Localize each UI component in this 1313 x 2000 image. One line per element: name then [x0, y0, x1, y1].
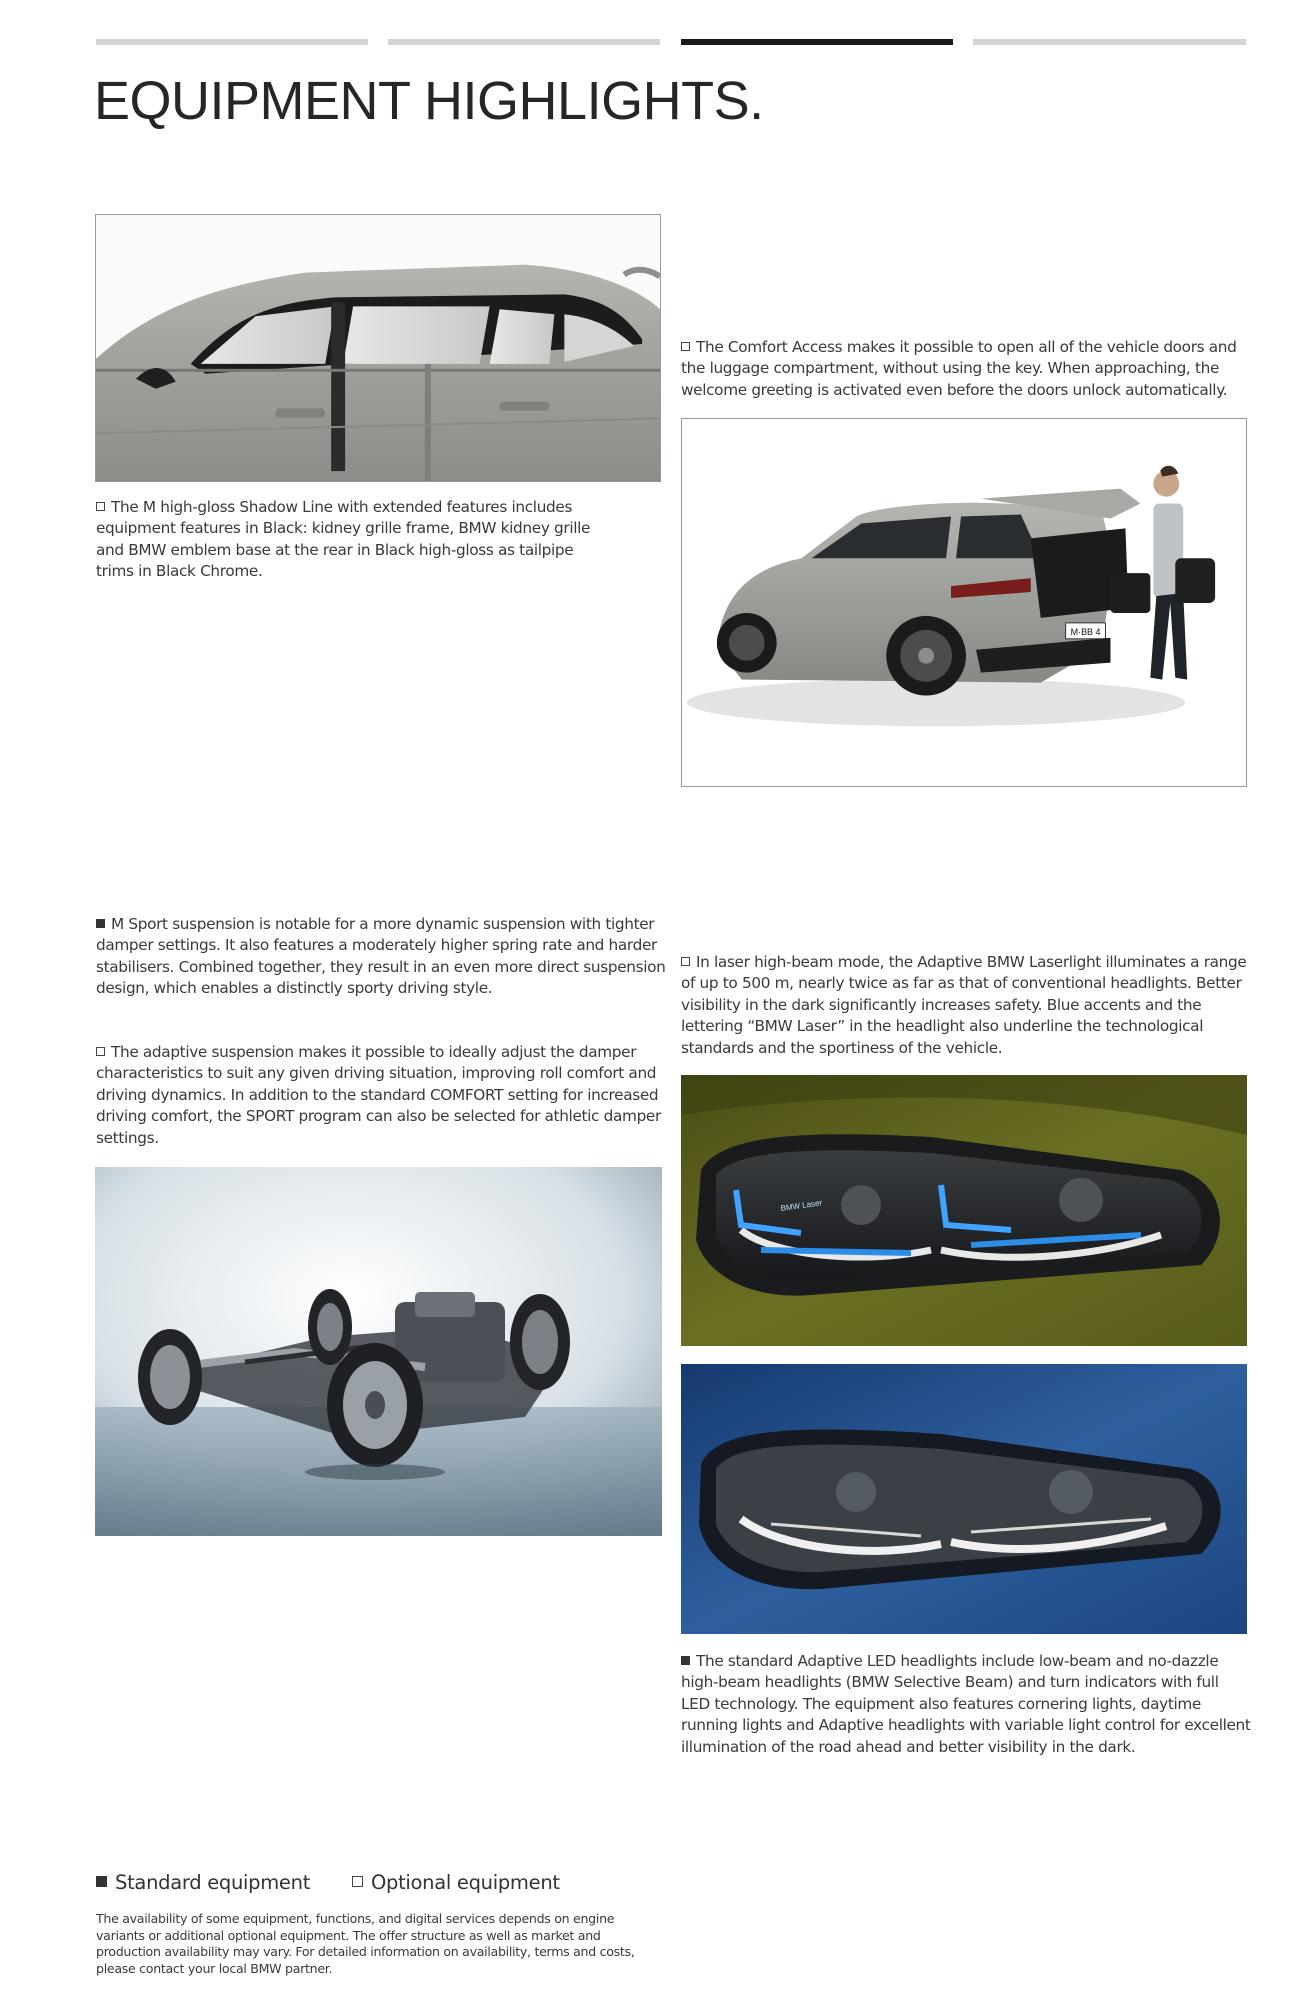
availability-disclaimer: The availability of some equipment, functions, and digital services depends on engine variants or additional optional equipment. The offer structure as well as market and production availability may vary. For detailed information on availability, terms and costs, please contact your local BMW partner. [96, 1911, 635, 1976]
led-headlight-image [681, 1364, 1247, 1634]
bmw-laser-lettering: BMW Laser [780, 1198, 823, 1213]
optional-equipment-marker-icon [96, 502, 105, 511]
equipment-legend [96, 1871, 596, 1894]
license-plate: M·BB 4 [1070, 626, 1101, 637]
laserlight-description: In laser high-beam mode, the Adaptive BMW Laserlight illuminates a range of up to 500 m, nearly twice as far as that of conventional headlights. Better visibility in the dark significantly increases safety. Blue accents and the lettering “BMW Laser” in the headlight also underline the technological standards and the sportiness of the vehicle. [681, 953, 1247, 1057]
page-title: EQUIPMENT HIGHLIGHTS. [94, 71, 764, 131]
optional-equipment-marker-icon [681, 957, 690, 966]
shadow-line-description: The M high-gloss Shadow Line with extended features includes equipment features in Black: kidney grille frame, BMW kidney grille and BMW emblem base at the rear in Black high-gloss as tailpipe trims in Black Chrome. [96, 498, 591, 581]
led-headlights-description: The standard Adaptive LED headlights include low-beam and no-dazzle high-beam headlights (BMW Selective Beam) and turn indicators with full LED technology. The equipment also features cornering lights, daytime running lights and Adaptive headlights with variable light control for excellent illumination of the road ahead and better visibility in the dark. [681, 1652, 1251, 1756]
standard-equipment-legend-icon [96, 1876, 107, 1887]
comfort-access-image [681, 418, 1247, 787]
suspension-chassis-image [95, 1167, 662, 1536]
comfort-access-description: The Comfort Access makes it possible to open all of the vehicle doors and the luggage compartment, without using the key. When approaching, the welcome greeting is activated even before the doors unlock automatically. [681, 338, 1237, 399]
adaptive-suspension-description: The adaptive suspension makes it possible to ideally adjust the damper characteristics to suit any given driving situation, improving roll comfort and driving dynamics. In addition to the standard COMFORT setting for increased driving comfort, the SPORT program can also be selected for athletic damper settings. [96, 1043, 661, 1147]
legend-optional: Optional equipment [352, 1871, 560, 1894]
tab-indicator-4[interactable] [973, 39, 1246, 45]
standard-equipment-marker-icon [681, 1656, 690, 1665]
standard-equipment-marker-icon [96, 919, 105, 928]
laserlight-headlight-image [681, 1075, 1247, 1346]
optional-equipment-marker-icon [96, 1047, 105, 1056]
legend-standard: Standard equipment [96, 1871, 310, 1894]
shadow-line-image [95, 214, 661, 482]
tab-indicator-3-active[interactable] [681, 39, 953, 45]
m-sport-suspension-description: M Sport suspension is notable for a more dynamic suspension with tighter damper settings. It also features a moderately higher spring rate and harder stabilisers. Combined together, they result in an even more direct suspension design, which enables a distinctly sporty driving style. [96, 915, 666, 998]
optional-equipment-marker-icon [681, 342, 690, 351]
tab-indicator-2[interactable] [388, 39, 660, 45]
tab-indicator-1[interactable] [96, 39, 368, 45]
optional-equipment-legend-icon [352, 1876, 363, 1887]
